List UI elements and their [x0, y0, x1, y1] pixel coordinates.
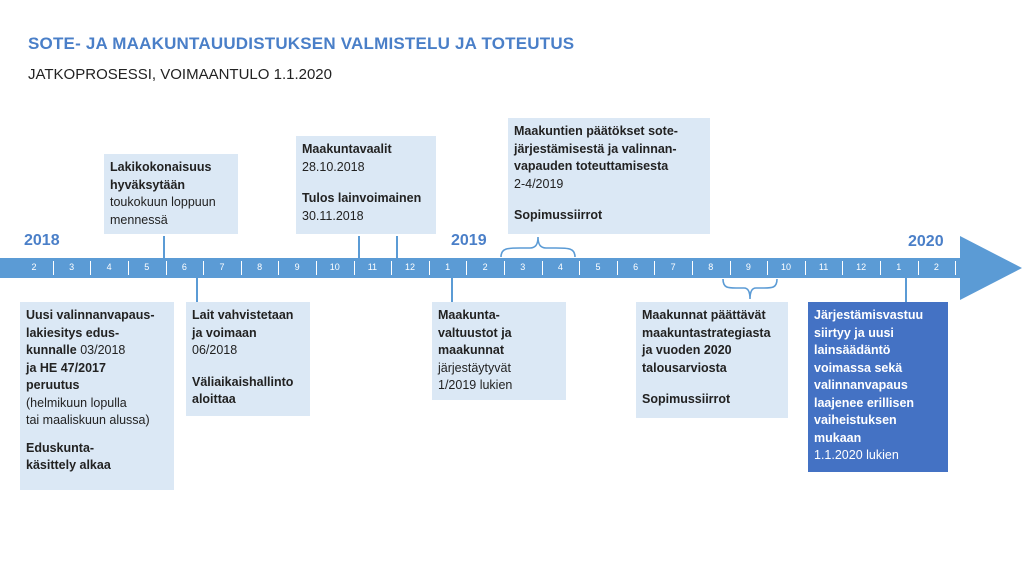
- tick-mark: [654, 261, 655, 275]
- tick-mark: [880, 261, 881, 275]
- strategiat-line-5: Sopimussiirrot: [642, 392, 731, 406]
- valtuustot-line-1: Maakunta-: [438, 308, 500, 322]
- lait-line-4: Väliaikaishallinto: [192, 374, 294, 389]
- tick-mark: [90, 261, 91, 275]
- tick-label: 7: [670, 262, 676, 272]
- tick-label: 8: [708, 262, 714, 272]
- valtuustot-line-2: valtuustot ja: [438, 325, 512, 340]
- tick-mark: [504, 261, 505, 275]
- paatokset-line-1: Maakuntien päätökset sote-: [514, 124, 678, 138]
- box-maakuntien-paatokset: [508, 118, 710, 234]
- tick-mark: [53, 261, 54, 275]
- tick-mark: [391, 261, 392, 275]
- connector-lait: [196, 278, 198, 302]
- tick-mark: [466, 261, 467, 275]
- valtuustot-line-5: 1/2019 lukien: [438, 378, 513, 392]
- page-title: SOTE- JA MAAKUNTAUUDISTUKSEN VALMISTELU JA TOTEUTUS: [28, 34, 575, 53]
- tick-mark: [203, 261, 204, 275]
- tick-mark: [542, 261, 543, 275]
- jarjestamisvastuu-line-9: 1.1.2020 lukien: [814, 448, 899, 462]
- valinnanvapaus-line-3b: 03/2018: [76, 343, 126, 357]
- tick-mark: [805, 261, 806, 275]
- box-valtuustot: [432, 302, 566, 400]
- box-jarjestamisvastuu: [808, 302, 948, 472]
- lait-line-2: ja voimaan: [192, 325, 257, 340]
- lait-line-1: Lait vahvistetaan: [192, 308, 294, 322]
- tick-label: 2: [482, 262, 488, 272]
- page-subtitle: JATKOPROSESSI, VOIMAANTULO 1.1.2020: [28, 66, 332, 83]
- tick-label: 12: [856, 262, 867, 272]
- valinnanvapaus-line-8: Eduskunta-: [26, 440, 95, 455]
- lait-line-5: aloittaa: [192, 392, 236, 406]
- connector-lakikokonaisuus: [163, 236, 165, 258]
- jarjestamisvastuu-line-1: Järjestämisvastuu: [814, 308, 924, 322]
- jarjestamisvastuu-line-5: valinnanvapaus: [814, 378, 908, 392]
- valinnanvapaus-line-1: Uusi valinnanvapaus-: [26, 308, 155, 322]
- tick-mark: [429, 261, 430, 275]
- tick-mark: [955, 261, 956, 275]
- lakikokonaisuus-line-2: hyväksytään: [110, 177, 186, 192]
- box-strategiat: [636, 302, 788, 418]
- lakikokonaisuus-line-4: mennessä: [110, 212, 168, 227]
- valinnanvapaus-line-4: ja HE 47/2017: [26, 360, 106, 375]
- valinnanvapaus-line-2: lakiesitys edus-: [26, 325, 120, 340]
- year-label-2020: 2020: [908, 233, 944, 250]
- connector-maakuntavaalit: [358, 236, 360, 258]
- valinnanvapaus-line-6: (helmikuun lopulla: [26, 395, 127, 410]
- tick-label: 6: [181, 262, 187, 272]
- connector-valtuustot: [451, 278, 453, 302]
- tick-label: 11: [818, 262, 829, 272]
- tick-mark: [767, 261, 768, 275]
- tick-mark: [730, 261, 731, 275]
- tick-mark: [354, 261, 355, 275]
- maakuntavaalit-line-3: Tulos lainvoimainen: [302, 191, 422, 205]
- valinnanvapaus-line-9: käsittely alkaa: [26, 458, 111, 472]
- box-maakuntavaalit: [296, 136, 436, 234]
- paatokset-line-3: vapauden toteuttamisesta: [514, 159, 669, 173]
- tick-label: 5: [144, 262, 150, 272]
- lakikokonaisuus-line-3: toukokuun loppuun: [110, 195, 216, 209]
- jarjestamisvastuu-line-3: lainsäädäntö: [814, 343, 891, 357]
- strategiat-line-3: ja vuoden 2020: [642, 343, 732, 357]
- paatokset-line-4: 2-4/2019: [514, 176, 564, 191]
- strategiat-line-1: Maakunnat päättävät: [642, 308, 766, 322]
- tick-mark: [842, 261, 843, 275]
- tick-label: 9: [294, 262, 300, 272]
- jarjestamisvastuu-line-7: vaiheistuksen: [814, 413, 897, 427]
- box-lait: [186, 302, 310, 416]
- tick-mark: [166, 261, 167, 275]
- valtuustot-line-4: järjestäytyvät: [438, 360, 511, 375]
- tick-label: 2: [933, 262, 939, 272]
- tick-label: 4: [557, 262, 563, 272]
- tick-label: 5: [595, 262, 601, 272]
- tick-label: 10: [780, 262, 791, 272]
- jarjestamisvastuu-line-4: voimassa sekä: [814, 360, 903, 375]
- box-valinnanvapaus: [20, 302, 174, 490]
- brace-maakuntien-paatokset: [500, 236, 576, 258]
- year-label-2019: 2019: [451, 232, 487, 249]
- tick-label: 3: [520, 262, 526, 272]
- tick-label: 12: [404, 262, 415, 272]
- jarjestamisvastuu-line-2: siirtyy ja uusi: [814, 325, 894, 340]
- paatokset-line-2: järjestämisestä ja valinnan-: [514, 141, 677, 156]
- valtuustot-line-3: maakunnat: [438, 343, 504, 357]
- tick-label: 6: [633, 262, 639, 272]
- valinnanvapaus-line-7: tai maaliskuun alussa): [26, 413, 150, 427]
- tick-mark: [316, 261, 317, 275]
- lakikokonaisuus-line-1: Lakikokonaisuus: [110, 160, 212, 174]
- connector-jarjestamisvastuu: [905, 278, 907, 302]
- tick-mark: [692, 261, 693, 275]
- tick-label: 10: [329, 262, 340, 272]
- brace-strategiat: [722, 278, 778, 300]
- maakuntavaalit-line-4: 30.11.2018: [302, 208, 364, 223]
- tick-mark: [241, 261, 242, 275]
- tick-mark: [617, 261, 618, 275]
- timeline-arrowhead: [960, 236, 1022, 300]
- tick-label: 1: [445, 262, 451, 272]
- box-lakikokonaisuus: [104, 154, 238, 234]
- valinnanvapaus-line-3: [26, 342, 168, 360]
- tick-label: 1: [896, 262, 902, 272]
- jarjestamisvastuu-line-8: mukaan: [814, 430, 862, 445]
- tick-label: 4: [106, 262, 112, 272]
- tick-mark: [278, 261, 279, 275]
- jarjestamisvastuu-line-6: laajenee erillisen: [814, 395, 915, 410]
- tick-mark: [128, 261, 129, 275]
- tick-label: 8: [257, 262, 263, 272]
- valinnanvapaus-line-3a: kunnalle: [26, 343, 77, 357]
- connector-tulos: [396, 236, 398, 258]
- lait-line-3: 06/2018: [192, 343, 238, 357]
- maakuntavaalit-line-2: 28.10.2018: [302, 159, 365, 174]
- tick-label: 7: [219, 262, 225, 272]
- maakuntavaalit-line-1: Maakuntavaalit: [302, 142, 392, 156]
- tick-label: 3: [69, 262, 75, 272]
- strategiat-line-2: maakuntastrategiasta: [642, 325, 771, 340]
- strategiat-line-4: talousarviosta: [642, 360, 727, 375]
- paatokset-line-5: Sopimussiirrot: [514, 208, 603, 222]
- valinnanvapaus-line-5: peruutus: [26, 378, 80, 392]
- tick-label: 9: [745, 262, 751, 272]
- tick-mark: [918, 261, 919, 275]
- tick-label: 2: [31, 262, 37, 272]
- tick-label: 11: [367, 262, 378, 272]
- year-label-2018: 2018: [24, 232, 60, 249]
- tick-mark: [579, 261, 580, 275]
